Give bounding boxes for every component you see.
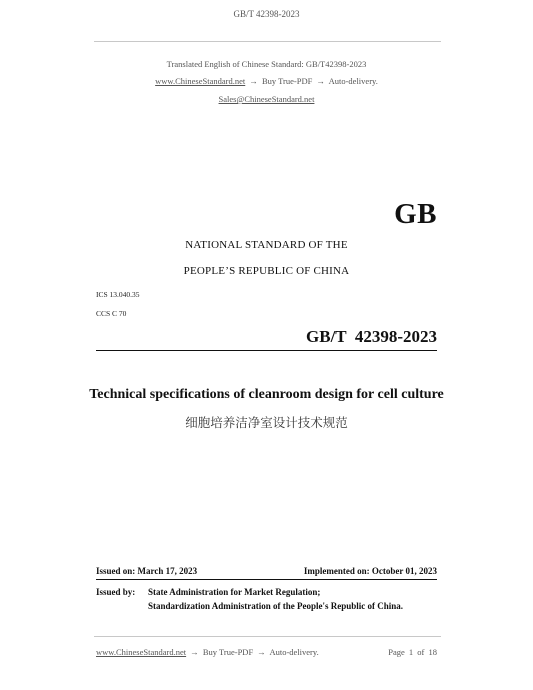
translation-note: Translated English of Chinese Standard: GB/T42398-2023 [166, 59, 367, 69]
header-divider [94, 41, 441, 42]
page-current: 1 [408, 647, 414, 657]
arrow-right-icon: → [257, 647, 266, 657]
footer-divider [94, 636, 441, 637]
page-label: Page [388, 647, 405, 657]
national-line-1: NATIONAL STANDARD OF THE [185, 239, 348, 251]
arrow-right-icon: → [316, 76, 325, 86]
email-link[interactable]: Sales@ChineseStandard.net [218, 94, 315, 104]
arrow-right-icon: → [190, 647, 199, 657]
page-of: of [417, 647, 425, 657]
standard-number-divider [96, 350, 437, 351]
ics-code: ICS 13.040.35 [96, 290, 140, 299]
site-link[interactable]: www.ChineseStandard.net [155, 76, 246, 86]
dates-divider [96, 579, 437, 580]
page-total: 18 [428, 647, 437, 657]
running-header: GB/T 42398-2023 [233, 9, 300, 19]
purchase-line [0, 76, 533, 86]
footer-purchase-line [96, 647, 319, 657]
standard-number: GB/T 42398-2023 [306, 327, 437, 346]
issued-on: Issued on: March 17, 2023 [96, 566, 198, 576]
gb-logo: GB [394, 198, 437, 230]
title-english: Technical specifications of cleanroom design for cell culture [89, 387, 444, 402]
footer-auto-delivery-text: Auto-delivery. [269, 647, 319, 657]
email-line [0, 94, 533, 104]
ccs-code: CCS C 70 [96, 309, 127, 318]
issued-by-label: Issued by: [96, 587, 136, 597]
issuer-1: State Administration for Market Regulation; [148, 587, 321, 597]
implemented-on: Implemented on: October 01, 2023 [303, 566, 437, 576]
footer-buy-text: Buy True-PDF [202, 647, 254, 657]
page-indicator [388, 647, 437, 657]
issuer-2: Standardization Administration of the People's Republic of China. [148, 601, 404, 611]
arrow-right-icon: → [249, 76, 258, 86]
national-line-2: PEOPLE’S REPUBLIC OF CHINA [183, 265, 350, 277]
buy-text: Buy True-PDF [262, 76, 313, 86]
title-chinese: 细胞培养洁净室设计技术规范 [185, 415, 348, 430]
footer-site-link[interactable]: www.ChineseStandard.net [96, 647, 187, 657]
auto-delivery-text: Auto-delivery. [328, 76, 378, 86]
